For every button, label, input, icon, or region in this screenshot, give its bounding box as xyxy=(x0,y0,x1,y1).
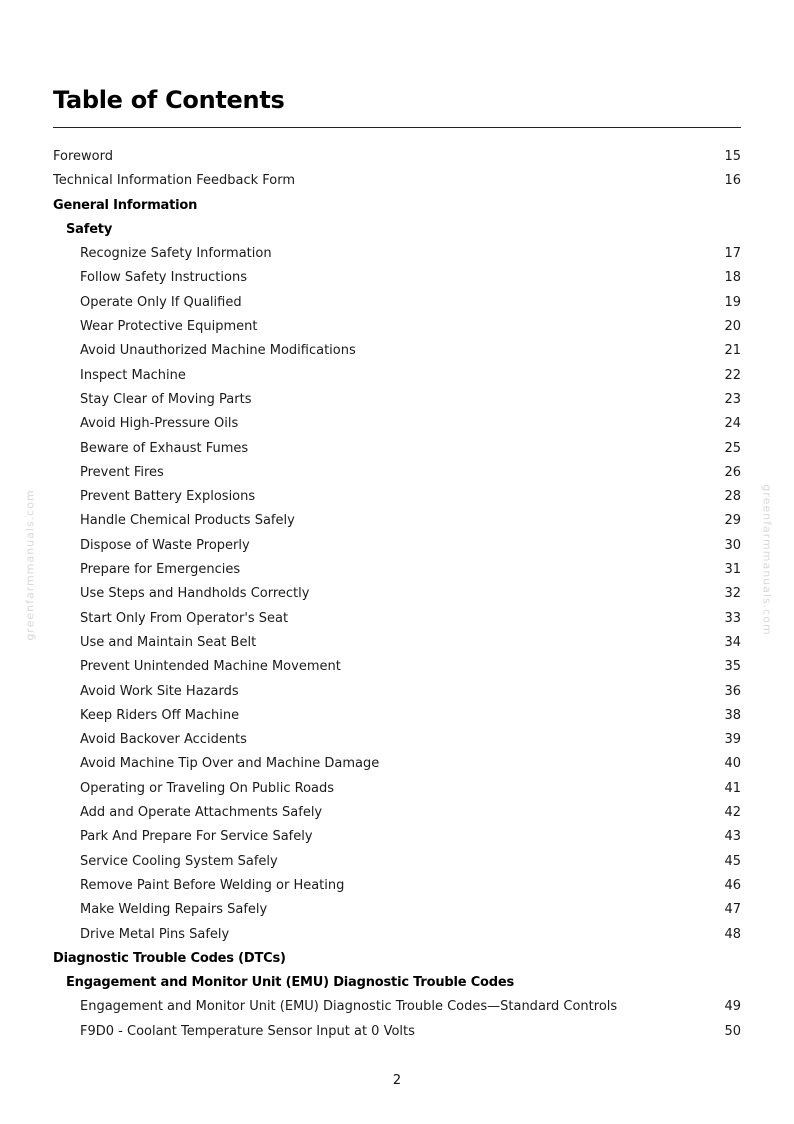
toc-entry-page-number: 28 xyxy=(724,489,741,505)
toc-entry-page-number: 47 xyxy=(724,902,741,918)
toc-entry[interactable] xyxy=(0,315,794,339)
toc-entry-title: Service Cooling System Safely xyxy=(80,853,278,869)
toc-entry[interactable] xyxy=(0,534,794,558)
toc-entry-title: Avoid Backover Accidents xyxy=(80,732,247,748)
toc-entry-title: Drive Metal Pins Safely xyxy=(80,926,230,942)
toc-entry-page-number: 46 xyxy=(724,877,741,893)
toc-entry-page-number: 43 xyxy=(724,829,741,845)
toc-entry[interactable] xyxy=(0,437,794,461)
toc-entry-page-number: 15 xyxy=(724,149,741,164)
toc-entry-page-number: 49 xyxy=(724,999,741,1015)
toc-entry-page-number: 30 xyxy=(724,537,741,553)
toc-entry-title: Prevent Unintended Machine Movement xyxy=(80,659,341,675)
toc-entry[interactable] xyxy=(0,898,794,922)
toc-entry-title: Avoid Machine Tip Over and Machine Damage xyxy=(80,756,380,772)
toc-entry[interactable] xyxy=(0,558,794,582)
toc-entry-page-number: 21 xyxy=(724,343,741,359)
toc-entry[interactable] xyxy=(0,655,794,679)
toc-entry-title: Operating or Traveling On Public Roads xyxy=(80,780,335,796)
toc-entry-page-number: 35 xyxy=(724,659,741,675)
toc-entry-title: Prepare for Emergencies xyxy=(80,562,241,578)
toc-entry-title: Handle Chemical Products Safely xyxy=(80,513,295,529)
toc-entry-title: Engagement and Monitor Unit (EMU) Diagnostic Trouble Codes—Standard Controls xyxy=(80,999,618,1015)
toc-entry-page-number: 20 xyxy=(724,319,741,335)
toc-entry-page-number: 39 xyxy=(724,732,741,748)
toc-entry[interactable] xyxy=(0,825,794,849)
toc-section-heading xyxy=(0,194,794,218)
toc-section-heading xyxy=(0,947,794,971)
toc-entry-title: Keep Riders Off Machine xyxy=(80,707,240,723)
toc-entry[interactable] xyxy=(0,509,794,533)
toc-entry-page-number: 24 xyxy=(724,416,741,432)
toc-entry-title: Recognize Safety Information xyxy=(80,246,272,262)
toc-entry[interactable] xyxy=(0,631,794,655)
toc-entry-title: Dispose of Waste Properly xyxy=(80,537,250,553)
toc-entry[interactable] xyxy=(0,923,794,947)
toc-entry-title: Use and Maintain Seat Belt xyxy=(80,634,257,650)
toc-entry-page-number: 42 xyxy=(724,805,741,821)
page-number: 2 xyxy=(392,1073,402,1088)
toc-entry-page-number: 25 xyxy=(724,440,741,456)
toc-entry-page-number: 18 xyxy=(724,270,741,286)
toc-entry-title: Park And Prepare For Service Safely xyxy=(80,829,313,845)
title-divider xyxy=(53,127,741,128)
toc-entry[interactable] xyxy=(0,801,794,825)
toc-entry-title: Inspect Machine xyxy=(80,367,186,383)
toc-entry-title: Remove Paint Before Welding or Heating xyxy=(80,877,345,893)
toc-entry-page-number: 32 xyxy=(724,586,741,602)
toc-entry[interactable] xyxy=(0,412,794,436)
toc-entry-page-number: 38 xyxy=(724,707,741,723)
toc-entry[interactable] xyxy=(0,339,794,363)
toc-entry-title: Prevent Fires xyxy=(80,464,164,480)
toc-entry-page-number: 17 xyxy=(724,246,741,262)
toc-entry[interactable] xyxy=(0,1020,794,1044)
watermark-left: greenfarmmanuals.com xyxy=(23,489,37,641)
table-of-contents xyxy=(0,145,794,1044)
toc-entry-page-number: 50 xyxy=(724,1023,741,1039)
toc-entry[interactable] xyxy=(0,874,794,898)
toc-entry[interactable] xyxy=(0,995,794,1019)
toc-entry-page-number: 45 xyxy=(724,853,741,869)
toc-entry[interactable] xyxy=(0,266,794,290)
toc-entry[interactable] xyxy=(0,752,794,776)
toc-entry-title: Foreword xyxy=(53,149,113,164)
toc-entry-title: Operate Only If Qualified xyxy=(80,294,242,310)
toc-entry-page-number: 23 xyxy=(724,391,741,407)
toc-entry-title: Avoid High-Pressure Oils xyxy=(80,416,239,432)
toc-entry-page-number: 41 xyxy=(724,780,741,796)
toc-entry-title: Follow Safety Instructions xyxy=(80,270,247,286)
toc-entry-title: Add and Operate Attachments Safely xyxy=(80,805,323,821)
toc-entry[interactable] xyxy=(0,364,794,388)
toc-entry-title: Use Steps and Handholds Correctly xyxy=(80,586,310,602)
toc-entry[interactable] xyxy=(0,485,794,509)
toc-entry[interactable] xyxy=(0,582,794,606)
toc-entry[interactable] xyxy=(0,242,794,266)
toc-section-heading xyxy=(0,971,794,995)
toc-entry[interactable] xyxy=(0,680,794,704)
toc-entry-title: Safety xyxy=(66,221,113,237)
toc-entry-title: Wear Protective Equipment xyxy=(80,319,258,335)
toc-entry[interactable] xyxy=(0,607,794,631)
toc-entry-title: Technical Information Feedback Form xyxy=(53,173,295,189)
watermark-right: greenfarmmanuals.com xyxy=(760,484,774,636)
page-title: Table of Contents xyxy=(53,86,285,114)
toc-entry-page-number: 26 xyxy=(724,464,741,480)
toc-entry[interactable] xyxy=(0,704,794,728)
toc-entry[interactable] xyxy=(0,145,794,169)
toc-entry-title: Avoid Unauthorized Machine Modifications xyxy=(80,343,356,359)
toc-entry[interactable] xyxy=(0,728,794,752)
toc-entry-page-number: 22 xyxy=(724,367,741,383)
toc-entry-title: General Information xyxy=(53,197,198,213)
toc-entry-title: Beware of Exhaust Fumes xyxy=(80,440,249,456)
toc-entry[interactable] xyxy=(0,169,794,193)
toc-entry-title: Make Welding Repairs Safely xyxy=(80,902,268,918)
toc-entry-title: Prevent Battery Explosions xyxy=(80,489,256,505)
toc-entry[interactable] xyxy=(0,777,794,801)
toc-section-heading xyxy=(0,218,794,242)
toc-entry-page-number: 40 xyxy=(724,756,741,772)
toc-entry-page-number: 48 xyxy=(724,926,741,942)
toc-entry[interactable] xyxy=(0,461,794,485)
toc-entry[interactable] xyxy=(0,850,794,874)
toc-entry-page-number: 29 xyxy=(724,513,741,529)
toc-entry-title: Diagnostic Trouble Codes (DTCs) xyxy=(53,950,286,966)
toc-entry-page-number: 16 xyxy=(724,173,741,189)
toc-entry-title: Stay Clear of Moving Parts xyxy=(80,391,252,407)
toc-entry-page-number: 19 xyxy=(724,294,741,310)
toc-entry[interactable] xyxy=(0,291,794,315)
toc-entry-title: F9D0 - Coolant Temperature Sensor Input at 0 Volts xyxy=(80,1023,415,1039)
toc-entry[interactable] xyxy=(0,388,794,412)
toc-entry-title: Avoid Work Site Hazards xyxy=(80,683,239,699)
toc-entry-page-number: 34 xyxy=(724,634,741,650)
toc-entry-page-number: 31 xyxy=(724,562,741,578)
toc-entry-title: Start Only From Operator's Seat xyxy=(80,610,289,626)
toc-entry-page-number: 33 xyxy=(724,610,741,626)
toc-entry-page-number: 36 xyxy=(724,683,741,699)
toc-entry-title: Engagement and Monitor Unit (EMU) Diagnostic Trouble Codes xyxy=(66,975,515,991)
